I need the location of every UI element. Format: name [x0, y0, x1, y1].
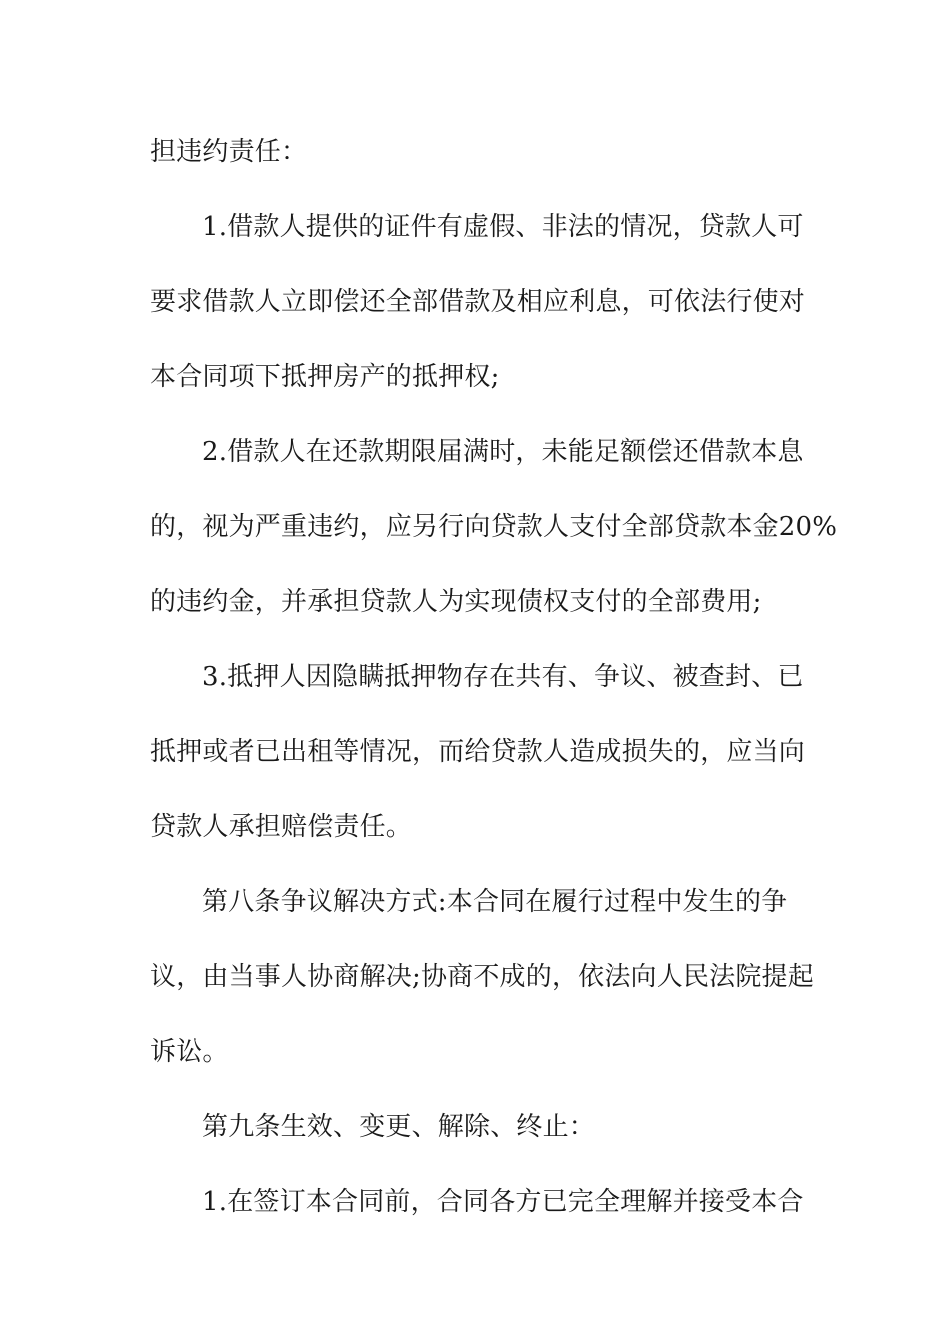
- text-line-13: 诉讼。: [150, 1037, 229, 1067]
- text-line-14: 第九条生效、变更、解除、终止：: [202, 1112, 596, 1142]
- text-line-15: 1.在签订本合同前，合同各方已完全理解并接受本合: [202, 1187, 804, 1217]
- text-line-9: 抵押或者已出租等情况，而给贷款人造成损失的，应当向: [150, 737, 806, 767]
- text-line-11: 第八条争议解决方式:本合同在履行过程中发生的争: [202, 887, 788, 917]
- text-line-12: 议，由当事人协商解决;协商不成的，依法向人民法院提起: [150, 962, 814, 992]
- text-line-7: 的违约金，并承担贷款人为实现债权支付的全部费用;: [150, 587, 762, 617]
- text-line-4: 本合同项下抵押房产的抵押权;: [150, 362, 500, 392]
- text-line-2: 1.借款人提供的证件有虚假、非法的情况，贷款人可: [202, 212, 804, 242]
- text-line-8: 3.抵押人因隐瞒抵押物存在共有、争议、被查封、已: [202, 662, 804, 692]
- text-line-1: 担违约责任：: [150, 137, 308, 167]
- text-line-3: 要求借款人立即偿还全部借款及相应利息，可依法行使对: [150, 287, 806, 317]
- text-line-5: 2.借款人在还款期限届满时，未能足额偿还借款本息: [202, 437, 804, 467]
- text-line-6: 的，视为严重违约，应另行向贷款人支付全部贷款本金20%: [150, 512, 838, 542]
- text-line-10: 贷款人承担赔偿责任。: [150, 812, 413, 842]
